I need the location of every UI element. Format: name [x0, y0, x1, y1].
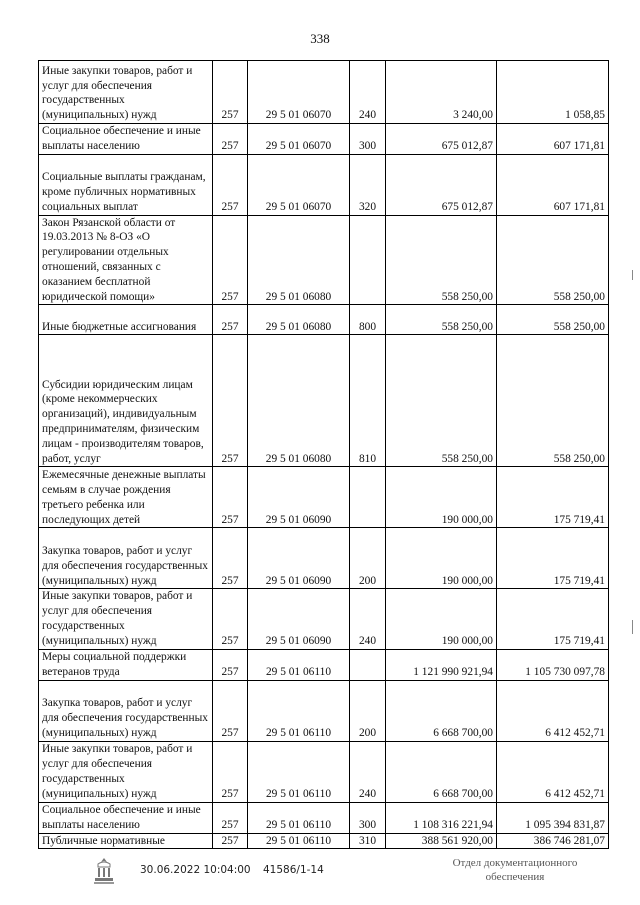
table-row	[39, 154, 609, 215]
row-sum-executed: 558 250,00	[497, 335, 609, 467]
row-name: Социальные выплаты гражданам, кроме публичных нормативных социальных выплат	[39, 154, 213, 215]
row-name: Иные закупки товаров, работ и услуг для обеспечения государственных (муниципальных) нужд	[39, 61, 213, 124]
row-ved: 257	[213, 589, 248, 649]
row-name: Социальное обеспечение и иные выплаты населению	[39, 802, 213, 833]
row-vr: 300	[350, 124, 386, 155]
row-sum-planned: 6 668 700,00	[386, 741, 497, 802]
row-csr: 29 5 01 06090	[248, 467, 350, 528]
row-ved: 257	[213, 680, 248, 741]
row-sum-planned: 558 250,00	[386, 305, 497, 335]
row-sum-executed: 1 058,85	[497, 61, 609, 124]
row-sum-executed: 175 719,41	[497, 528, 609, 589]
row-vr: 200	[350, 680, 386, 741]
row-ved: 257	[213, 61, 248, 124]
page-footer	[0, 856, 640, 896]
row-vr: 200	[350, 528, 386, 589]
row-csr: 29 5 01 06080	[248, 335, 350, 467]
row-vr: 300	[350, 802, 386, 833]
row-sum-executed: 558 250,00	[497, 305, 609, 335]
footer-datetime: 30.06.2022 10:04:00	[140, 864, 251, 876]
row-sum-executed: 6 412 452,71	[497, 680, 609, 741]
row-sum-planned: 675 012,87	[386, 124, 497, 155]
row-sum-planned: 190 000,00	[386, 589, 497, 649]
table-row	[39, 802, 609, 833]
row-vr: 240	[350, 589, 386, 649]
row-sum-planned: 1 121 990 921,94	[386, 649, 497, 680]
row-name: Иные закупки товаров, работ и услуг для обеспечения государственных (муниципальных) нужд	[39, 589, 213, 649]
scan-edge-mark	[632, 620, 633, 634]
row-sum-executed: 175 719,41	[497, 589, 609, 649]
row-csr: 29 5 01 06070	[248, 61, 350, 124]
row-vr: 810	[350, 335, 386, 467]
row-name: Ежемесячные денежные выплаты семьям в случае рождения третьего ребенка или последующих детей	[39, 467, 213, 528]
row-csr: 29 5 01 06070	[248, 154, 350, 215]
row-sum-executed: 175 719,41	[497, 467, 609, 528]
table-row	[39, 215, 609, 305]
row-vr	[350, 467, 386, 528]
row-sum-executed: 607 171,81	[497, 124, 609, 155]
row-sum-planned: 675 012,87	[386, 154, 497, 215]
table-row	[39, 589, 609, 649]
row-sum-executed: 386 746 281,07	[497, 833, 609, 849]
department-stamp	[430, 856, 600, 884]
table-row	[39, 61, 609, 124]
footer-doc-number: 41586/1-14	[263, 864, 324, 876]
row-sum-planned: 6 668 700,00	[386, 680, 497, 741]
row-name: Субсидии юридическим лицам (кроме некоммерческих организаций), индивидуальным предпринимателям, физическим лицам - производителям товаров, работ, услуг	[39, 335, 213, 467]
stamp-line-1: Отдел документационного	[452, 857, 578, 869]
row-vr: 240	[350, 61, 386, 124]
row-name: Закупка товаров, работ и услуг для обеспечения государственных (муниципальных) нужд	[39, 680, 213, 741]
row-sum-executed: 558 250,00	[497, 215, 609, 305]
row-name: Иные закупки товаров, работ и услуг для обеспечения государственных (муниципальных) нужд	[39, 741, 213, 802]
row-csr: 29 5 01 06110	[248, 802, 350, 833]
row-sum-planned: 558 250,00	[386, 335, 497, 467]
row-sum-planned: 3 240,00	[386, 61, 497, 124]
row-csr: 29 5 01 06090	[248, 589, 350, 649]
row-ved: 257	[213, 305, 248, 335]
table-row	[39, 741, 609, 802]
table-row	[39, 305, 609, 335]
row-vr: 310	[350, 833, 386, 849]
row-csr: 29 5 01 06080	[248, 215, 350, 305]
row-vr: 320	[350, 154, 386, 215]
row-csr: 29 5 01 06110	[248, 741, 350, 802]
row-sum-executed: 1 095 394 831,87	[497, 802, 609, 833]
row-vr	[350, 649, 386, 680]
budget-table	[38, 60, 609, 849]
row-csr: 29 5 01 06110	[248, 649, 350, 680]
row-vr	[350, 215, 386, 305]
row-csr: 29 5 01 06090	[248, 528, 350, 589]
row-csr: 29 5 01 06070	[248, 124, 350, 155]
row-sum-planned: 190 000,00	[386, 467, 497, 528]
row-csr: 29 5 01 06110	[248, 833, 350, 849]
row-sum-planned: 388 561 920,00	[386, 833, 497, 849]
row-vr: 240	[350, 741, 386, 802]
row-ved: 257	[213, 528, 248, 589]
row-ved: 257	[213, 154, 248, 215]
row-sum-planned: 190 000,00	[386, 528, 497, 589]
row-ved: 257	[213, 335, 248, 467]
emblem-logo-icon	[92, 856, 116, 886]
row-ved: 257	[213, 802, 248, 833]
row-sum-executed: 1 105 730 097,78	[497, 649, 609, 680]
row-name: Иные бюджетные ассигнования	[39, 305, 213, 335]
row-ved: 257	[213, 833, 248, 849]
stamp-line-2: обеспечения	[485, 871, 545, 883]
row-ved: 257	[213, 741, 248, 802]
row-ved: 257	[213, 215, 248, 305]
row-name: Меры социальной поддержки ветеранов труда	[39, 649, 213, 680]
table-row	[39, 833, 609, 849]
row-sum-planned: 558 250,00	[386, 215, 497, 305]
row-name: Закон Рязанской области от 19.03.2013 № 8-ОЗ «О регулировании отдельных отношений, связанных с оказанием бесплатной юридической помощи»	[39, 215, 213, 305]
row-ved: 257	[213, 649, 248, 680]
page-number: 338	[310, 31, 330, 46]
row-csr: 29 5 01 06110	[248, 680, 350, 741]
table-row	[39, 528, 609, 589]
row-ved: 257	[213, 124, 248, 155]
table-row	[39, 680, 609, 741]
row-sum-executed: 6 412 452,71	[497, 741, 609, 802]
row-name: Публичные нормативные	[39, 833, 213, 849]
row-name: Закупка товаров, работ и услуг для обеспечения государственных (муниципальных) нужд	[39, 528, 213, 589]
table-row	[39, 467, 609, 528]
row-name: Социальное обеспечение и иные выплаты населению	[39, 124, 213, 155]
table-row	[39, 649, 609, 680]
table-row	[39, 335, 609, 467]
row-sum-planned: 1 108 316 221,94	[386, 802, 497, 833]
row-sum-executed: 607 171,81	[497, 154, 609, 215]
row-csr: 29 5 01 06080	[248, 305, 350, 335]
row-vr: 800	[350, 305, 386, 335]
row-ved: 257	[213, 467, 248, 528]
table-row	[39, 124, 609, 155]
scan-edge-mark	[632, 270, 633, 280]
